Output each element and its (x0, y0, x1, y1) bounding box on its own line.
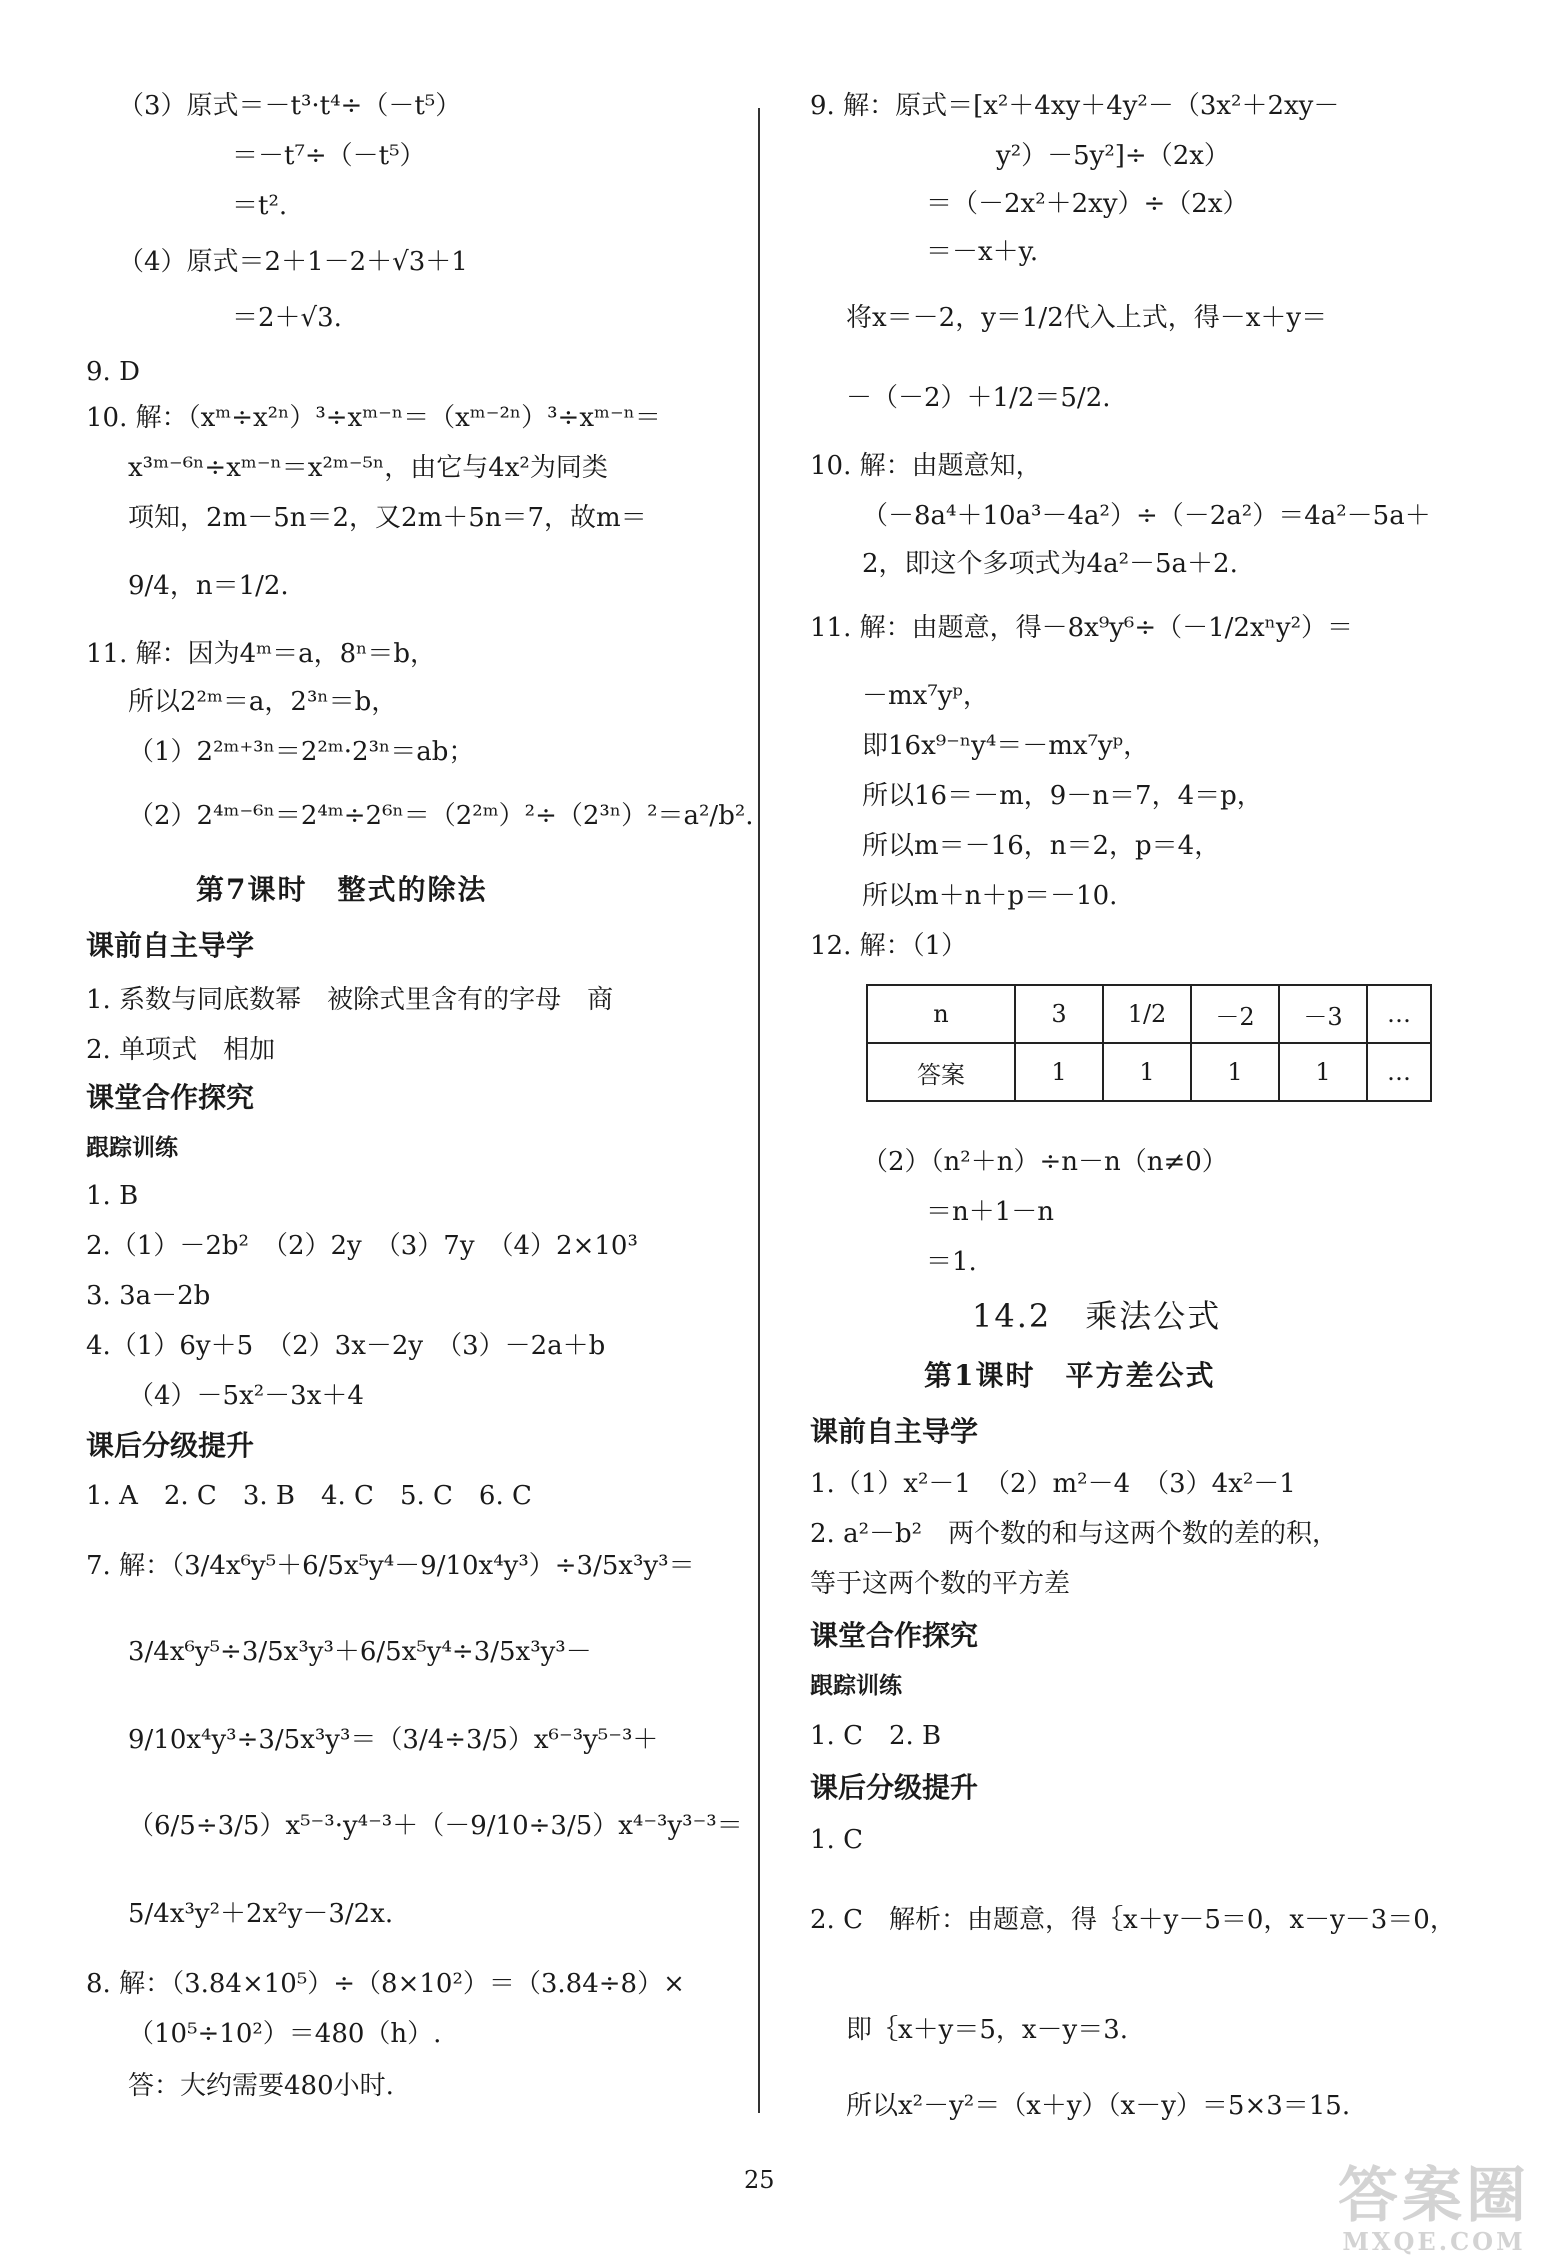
text-line: （2）（n²＋n）÷n－n（n≠0） (862, 1147, 1228, 1177)
text-line: ＝t². (232, 191, 288, 221)
subsection-label: 跟踪训练 (86, 1134, 178, 1161)
text-line: （6/5÷3/5）x⁵⁻³·y⁴⁻³＋（－9/10÷3/5）x⁴⁻³y³⁻³＝ (128, 1811, 743, 1841)
text-line: 所以16＝－m，9－n＝7，4＝p， (862, 781, 1263, 811)
text-line: 即16x⁹⁻ⁿy⁴＝－mx⁷yᵖ， (862, 731, 1150, 761)
chapter-title: 14.2 乘法公式 (972, 1297, 1222, 1335)
table-cell: －2 (1191, 985, 1279, 1043)
table-cell: … (1367, 985, 1431, 1043)
table-cell: … (1367, 1043, 1431, 1101)
table-cell: 答案 (867, 1043, 1015, 1101)
table-row (867, 1043, 1431, 1101)
text-line: 2. a²－b² 两个数的和与这两个数的差的积， (810, 1519, 1339, 1549)
text-line: 2. 单项式 相加 (86, 1035, 276, 1065)
table-cell: 1 (1103, 1043, 1191, 1101)
left-column (0, 0, 760, 2150)
text-line: 8. 解：（3.84×10⁵）÷（8×10²）＝（3.84÷8）× (86, 1969, 685, 1999)
text-line: 答：大约需要480小时. (128, 2071, 394, 2101)
section-heading: 课前自主导学 (86, 929, 255, 962)
text-line: 将x＝－2，y＝1/2代入上式，得－x＋y＝ (846, 303, 1328, 333)
section-heading: 课堂合作探究 (810, 1619, 979, 1652)
watermark-logo-text: 答案圈 (1338, 2161, 1530, 2231)
text-line: （2）2⁴ᵐ⁻⁶ⁿ＝2⁴ᵐ÷2⁶ⁿ＝（2²ᵐ）²÷（2³ⁿ）²＝a²/b². (128, 801, 754, 831)
text-line: （1）2²ᵐ⁺³ⁿ＝2²ᵐ·2³ⁿ＝ab； (128, 737, 475, 767)
table-cell: －3 (1279, 985, 1367, 1043)
text-line: 1. C 2. B (810, 1721, 942, 1751)
text-line: 1. 系数与同底数幂 被除式里含有的字母 商 (86, 985, 614, 1015)
text-line: 项知，2m－5n＝2，又2m＋5n＝7，故m＝ (128, 503, 647, 533)
text-line: 即｛x＋y＝5，x－y＝3. (846, 2015, 1129, 2045)
table-cell: n (867, 985, 1015, 1043)
text-line: ＝1. (926, 1247, 977, 1277)
table-row (867, 985, 1431, 1043)
text-line: 11. 解：因为4ᵐ＝a，8ⁿ＝b， (86, 639, 437, 669)
text-line: 9/4，n＝1/2. (128, 571, 289, 601)
table-cell: 3 (1015, 985, 1103, 1043)
text-line: 1. B (86, 1181, 139, 1211)
text-line: （3）原式＝－t³·t⁴÷（－t⁵） (118, 91, 462, 121)
text-line: ＝－t⁷÷（－t⁵） (232, 141, 426, 171)
text-line: 7. 解：（3/4x⁶y⁵＋6/5x⁵y⁴－9/10x⁴y³）÷3/5x³y³＝ (86, 1551, 695, 1581)
lesson-title: 第1课时 平方差公式 (924, 1359, 1216, 1392)
text-line: 1. A 2. C 3. B 4. C 5. C 6. C (86, 1481, 532, 1511)
text-line: 所以x²－y²＝（x＋y）（x－y）＝5×3＝15. (846, 2091, 1351, 2121)
text-line: （4）－5x²－3x＋4 (128, 1381, 364, 1411)
lesson-title: 第7课时 整式的除法 (196, 873, 488, 906)
text-line: 9. D (86, 357, 140, 387)
section-heading: 课后分级提升 (810, 1771, 979, 1804)
table-cell: 1 (1279, 1043, 1367, 1101)
text-line: 12. 解：（1） (810, 931, 968, 961)
text-line: 10. 解：由题意知， (810, 451, 1042, 481)
text-line: 10. 解：（xᵐ÷x²ⁿ）³÷xᵐ⁻ⁿ＝（xᵐ⁻²ⁿ）³÷xᵐ⁻ⁿ＝ (86, 403, 661, 433)
text-line: 2，即这个多项式为4a²－5a＋2. (862, 549, 1238, 579)
text-line: 所以2²ᵐ＝a，2³ⁿ＝b， (128, 687, 398, 717)
text-line: －（－2）＋1/2＝5/2. (846, 383, 1111, 413)
page-number: 25 (744, 2166, 775, 2194)
section-heading: 课后分级提升 (86, 1429, 255, 1462)
text-line: 所以m＋n＋p＝－10. (862, 881, 1118, 911)
text-line: 所以m＝－16，n＝2，p＝4， (862, 831, 1221, 861)
watermark-url: MXQE.COM (1342, 2227, 1526, 2256)
text-line: ＝2＋√3. (232, 303, 342, 333)
watermark (1338, 2161, 1530, 2256)
text-line: 4.（1）6y＋5 （2）3x－2y （3）－2a＋b (86, 1331, 606, 1361)
text-line: 1. C (810, 1825, 863, 1855)
text-line: 1.（1）x²－1 （2）m²－4 （3）4x²－1 (810, 1469, 1296, 1499)
section-heading: 课堂合作探究 (86, 1081, 255, 1114)
text-line: ＝－x＋y. (926, 237, 1039, 267)
text-line: 9. 解：原式＝[x²＋4xy＋4y²－（3x²＋2xy－ (810, 91, 1340, 121)
answer-table (866, 984, 1432, 1102)
table-cell: 1 (1191, 1043, 1279, 1101)
text-line: 5/4x³y²＋2x²y－3/2x. (128, 1899, 394, 1929)
text-line: （4）原式＝2＋1－2＋√3＋1 (118, 247, 468, 277)
text-line: y²）－5y²]÷（2x） (996, 141, 1230, 171)
text-line: 9/10x⁴y³÷3/5x³y³＝（3/4÷3/5）x⁶⁻³y⁵⁻³＋ (128, 1725, 659, 1755)
text-line: ＝（－2x²＋2xy）÷（2x） (926, 189, 1249, 219)
column-divider (758, 108, 760, 2113)
text-line: （－8a⁴＋10a³－4a²）÷（－2a²）＝4a²－5a＋ (862, 501, 1431, 531)
text-line: －mx⁷yᵖ， (862, 681, 989, 711)
text-line: 11. 解：由题意，得－8x⁹y⁶÷（－1/2xⁿy²）＝ (810, 613, 1354, 643)
section-heading: 课前自主导学 (810, 1415, 979, 1448)
text-line: 等于这两个数的平方差 (810, 1569, 1071, 1599)
table-cell: 1/2 (1103, 985, 1191, 1043)
text-line: x³ᵐ⁻⁶ⁿ÷xᵐ⁻ⁿ＝x²ᵐ⁻⁵ⁿ，由它与4x²为同类 (128, 453, 608, 483)
text-line: （10⁵÷10²）＝480（h）. (128, 2019, 442, 2049)
text-line: 3. 3a－2b (86, 1281, 211, 1311)
text-line: 2.（1）－2b² （2）2y （3）7y （4）2×10³ (86, 1231, 638, 1261)
text-line: 2. C 解析：由题意，得｛x＋y－5＝0，x－y－3＝0， (810, 1905, 1456, 1935)
text-line: ＝n＋1－n (926, 1197, 1055, 1227)
subsection-label: 跟踪训练 (810, 1672, 902, 1699)
table-cell: 1 (1015, 1043, 1103, 1101)
text-line: 3/4x⁶y⁵÷3/5x³y³＋6/5x⁵y⁴÷3/5x³y³－ (128, 1637, 592, 1667)
